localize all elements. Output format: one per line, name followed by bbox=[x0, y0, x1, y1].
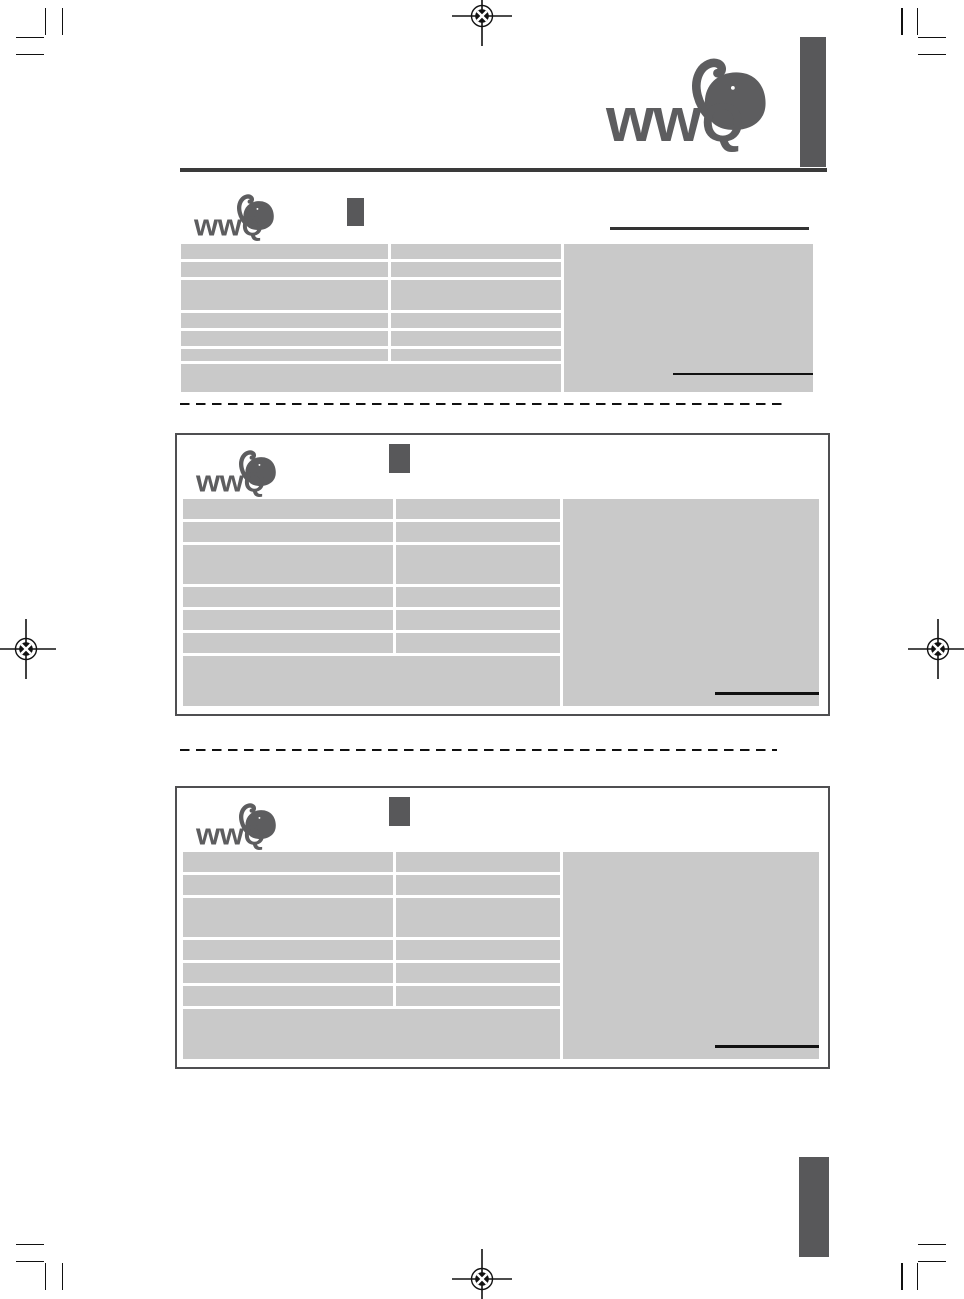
field-cell bbox=[391, 313, 561, 328]
field-cell bbox=[391, 262, 561, 277]
crop-mark-line bbox=[918, 1244, 946, 1246]
coupon-fields bbox=[181, 244, 813, 393]
wordmark-ww: ww bbox=[606, 86, 701, 155]
field-cell bbox=[183, 940, 393, 961]
field-cell bbox=[181, 262, 388, 277]
registration-mark bbox=[0, 617, 58, 681]
brand-wordmark bbox=[196, 466, 265, 497]
coupon-logo bbox=[194, 446, 279, 499]
field-cell bbox=[396, 875, 560, 895]
crop-mark-line bbox=[16, 54, 44, 56]
crop-mark-line bbox=[901, 1263, 903, 1290]
wordmark-q: Q bbox=[243, 819, 266, 851]
brand-logo bbox=[602, 50, 772, 156]
registration-mark-icon bbox=[450, 0, 514, 48]
field-cell bbox=[183, 545, 393, 584]
cut-line bbox=[180, 749, 777, 752]
wordmark-q: Q bbox=[243, 466, 266, 498]
field-cell bbox=[396, 633, 560, 653]
field-cell bbox=[396, 545, 560, 584]
brand-wordmark bbox=[606, 86, 745, 155]
registration-mark bbox=[450, 0, 514, 48]
field-cell bbox=[396, 587, 560, 608]
note-cell bbox=[181, 364, 561, 392]
stamp-area bbox=[563, 852, 819, 1059]
field-cell bbox=[391, 244, 561, 259]
crop-mark-line bbox=[917, 1263, 919, 1290]
registration-mark-icon bbox=[450, 1247, 514, 1299]
field-cell bbox=[181, 313, 388, 328]
crop-mark-line bbox=[16, 37, 44, 39]
field-cell bbox=[391, 280, 561, 310]
note-cell bbox=[183, 1009, 560, 1059]
field-cell bbox=[391, 331, 561, 346]
registration-mark-icon bbox=[0, 617, 58, 681]
field-cell bbox=[183, 633, 393, 653]
crop-mark-line bbox=[16, 1244, 44, 1246]
signature-line bbox=[715, 692, 819, 694]
field-cell bbox=[183, 499, 393, 519]
field-cell bbox=[183, 875, 393, 895]
field-cell bbox=[391, 349, 561, 362]
crop-mark-line bbox=[62, 8, 64, 35]
field-cell bbox=[396, 963, 560, 983]
wordmark-ww: ww bbox=[196, 817, 244, 852]
field-cell bbox=[183, 986, 393, 1006]
header-divider bbox=[180, 168, 827, 172]
registration-mark bbox=[906, 617, 964, 681]
field-cell bbox=[183, 522, 393, 542]
field-cell bbox=[183, 963, 393, 983]
note-cell bbox=[183, 656, 560, 706]
crop-mark-line bbox=[45, 8, 47, 35]
field-cell bbox=[183, 898, 393, 937]
coupon-number-box bbox=[389, 444, 410, 473]
field-cell bbox=[181, 331, 388, 346]
wordmark-ww: ww bbox=[194, 208, 242, 243]
coupon-logo bbox=[194, 799, 279, 852]
brand-wordmark bbox=[194, 210, 263, 241]
coupon-fields bbox=[183, 499, 819, 706]
crop-mark-line bbox=[901, 8, 903, 35]
wordmark-q: Q bbox=[701, 91, 745, 153]
signature-line bbox=[715, 1045, 819, 1047]
wordmark-ww: ww bbox=[196, 464, 244, 499]
field-cell bbox=[183, 852, 393, 872]
crop-mark-line bbox=[917, 8, 919, 35]
field-cell bbox=[396, 522, 560, 542]
field-cell bbox=[181, 280, 388, 310]
crop-mark-line bbox=[918, 37, 946, 39]
registration-mark bbox=[450, 1247, 514, 1299]
crop-mark-line bbox=[45, 1263, 47, 1290]
stamp-area bbox=[563, 499, 819, 706]
wordmark-q: Q bbox=[241, 210, 264, 242]
stamp-area bbox=[564, 244, 813, 393]
field-cell bbox=[183, 587, 393, 608]
page-edge-tab-top bbox=[800, 37, 826, 167]
field-cell bbox=[396, 898, 560, 937]
page-edge-tab-bottom bbox=[799, 1157, 829, 1257]
field-cell bbox=[181, 349, 388, 362]
field-cell bbox=[183, 610, 393, 630]
field-cell bbox=[396, 610, 560, 630]
coupon-fields bbox=[183, 852, 819, 1059]
field-cell bbox=[396, 940, 560, 961]
registration-mark-icon bbox=[906, 617, 964, 681]
crop-mark-line bbox=[62, 1263, 64, 1290]
field-cell bbox=[396, 986, 560, 1006]
coupon-logo bbox=[192, 190, 277, 243]
crop-mark-line bbox=[918, 54, 946, 56]
crop-mark-line bbox=[16, 1261, 44, 1263]
cut-line bbox=[180, 403, 782, 406]
coupon-number-box bbox=[389, 797, 410, 826]
coupon-number-box bbox=[347, 198, 364, 226]
crop-mark-line bbox=[918, 1261, 946, 1263]
field-cell bbox=[396, 852, 560, 872]
brand-wordmark bbox=[196, 819, 265, 850]
date-line bbox=[610, 227, 809, 230]
field-cell bbox=[181, 244, 388, 259]
field-cell bbox=[396, 499, 560, 519]
signature-line bbox=[673, 373, 813, 375]
